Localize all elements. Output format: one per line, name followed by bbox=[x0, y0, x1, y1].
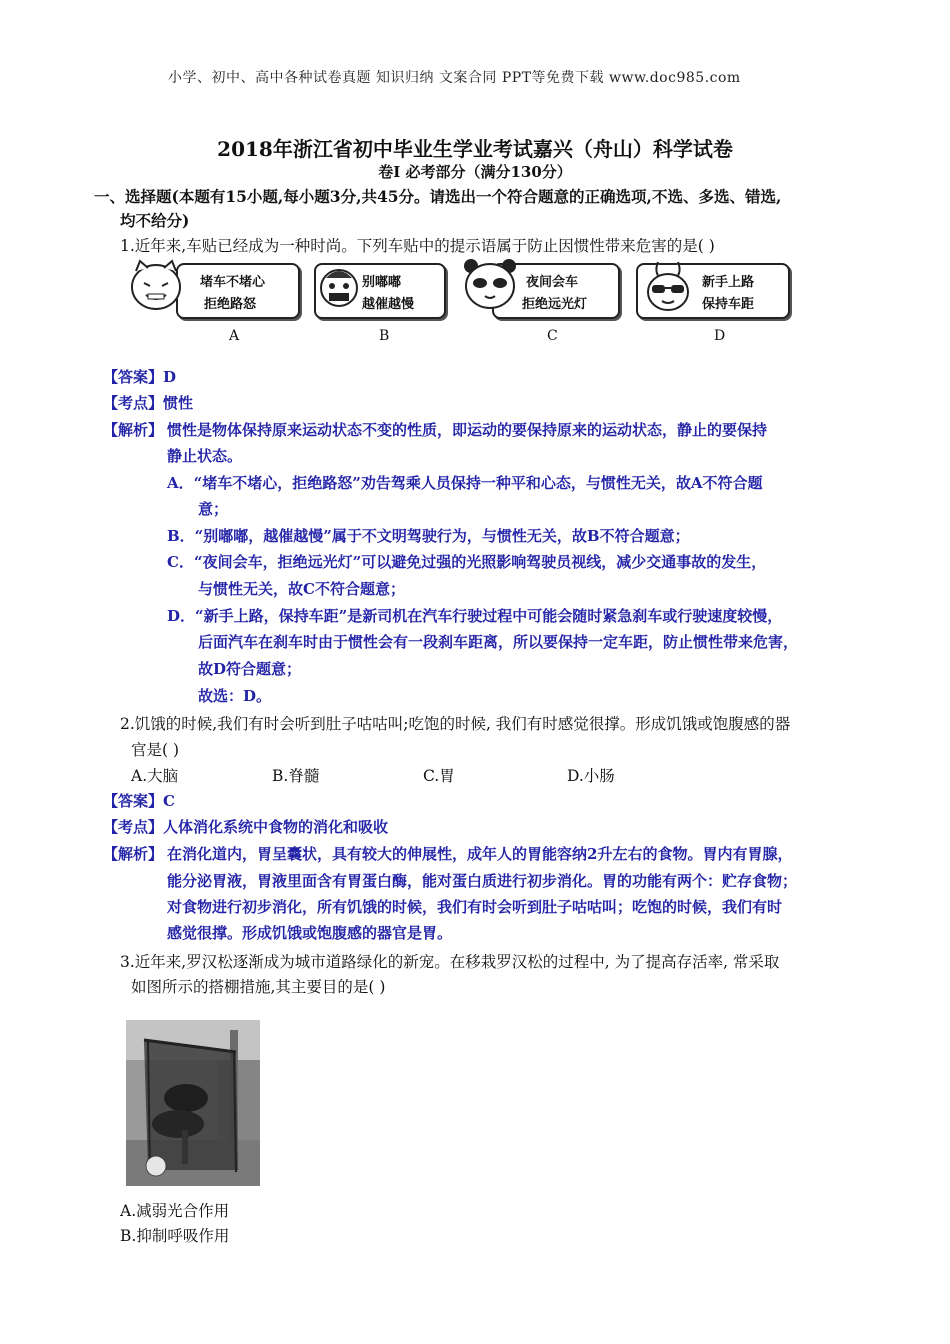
q2-analysis-line: 能分泌胃液，胃液里面含有胃蛋白酶，能对蛋白质进行初步消化。胃的功能有两个：贮存食物； bbox=[167, 872, 798, 890]
sticker-d-label: D bbox=[714, 328, 726, 344]
sticker-a-line2: 拒绝路怒 bbox=[204, 297, 257, 312]
q2-analysis-line: 对食物进行初步消化，所有饥饿的时候，我们有时会听到肚子咕咕叫；吃饱的时候，我们有时 bbox=[167, 898, 783, 916]
q3-option-a: A.减弱光合作用 bbox=[120, 1202, 230, 1220]
q1-analysis-line: C．“夜间会车，拒绝远光灯”可以避免过强的光照影响驾驶员视线，减少交通事故的发生， bbox=[167, 553, 767, 571]
sticker-b-line1: 别嘟嘟 bbox=[362, 275, 402, 290]
sticker-a-label: A bbox=[229, 328, 240, 344]
answer-tag: 【答案】 bbox=[103, 792, 164, 810]
q3-stem-line2: 如图所示的搭棚措施,其主要目的是( ) bbox=[131, 978, 386, 996]
cat-cartoon-icon bbox=[126, 257, 188, 319]
q1-point: 惯性 bbox=[163, 394, 194, 412]
q1-analysis-line: 与惯性无关，故C不符合题意； bbox=[198, 580, 405, 598]
point-tag: 【考点】 bbox=[103, 818, 164, 836]
sticker-d-line1: 新手上路 bbox=[702, 275, 755, 290]
q3-option-b: B.抑制呼吸作用 bbox=[120, 1227, 230, 1245]
q2-stem-line1: 2.饥饿的时候,我们有时会听到肚子咕咕叫;吃饱的时候, 我们有时感觉很撑。形成饥饿或饱腹感的器 bbox=[120, 715, 791, 733]
q1-answer-row bbox=[103, 366, 176, 387]
rabbit-sunglasses-icon bbox=[640, 258, 698, 318]
sticker-c-line2: 拒绝远光灯 bbox=[522, 297, 588, 312]
q1-analysis-line: 故D符合题意； bbox=[198, 660, 302, 678]
q2-analysis-line: 在消化道内，胃呈囊状，具有较大的伸展性，成年人的胃能容纳2升左右的食物。胃内有胃腺， bbox=[167, 845, 793, 863]
page-header: 小学、初中、高中各种试卷真题 知识归纳 文案合同 PPT等免费下载 www.doc985.com bbox=[168, 70, 741, 86]
q2-stem-line2: 官是( ) bbox=[131, 741, 180, 759]
panda-icon bbox=[461, 256, 519, 320]
section-heading-line2: 均不给分) bbox=[120, 211, 190, 230]
exam-title: 2018年浙江省初中毕业生学业考试嘉兴（舟山）科学试卷 bbox=[217, 137, 733, 161]
sticker-b-line2: 越催越慢 bbox=[362, 297, 415, 312]
q2-answer: C bbox=[163, 792, 175, 810]
q1-analysis-line: 静止状态。 bbox=[167, 447, 243, 465]
q2-option-d: D.小肠 bbox=[567, 767, 615, 785]
q2-analysis-line: 感觉很撑。形成饥饿或饱腹感的器官是胃。 bbox=[167, 924, 453, 942]
q1-analysis-line: 意； bbox=[198, 500, 229, 518]
angry-face-icon bbox=[318, 266, 360, 312]
q1-analysis-line: D．“新手上路，保持车距”是新司机在汽车行驶过程中可能会随时紧急刹车或行驶速度较慢， bbox=[167, 607, 783, 625]
q1-analysis-line: A．“堵车不堵心，拒绝路怒”劝告驾乘人员保持一种平和心态，与惯性无关，故A不符合题 bbox=[167, 474, 763, 492]
q2-option-b: B.脊髓 bbox=[272, 767, 320, 785]
sticker-a bbox=[176, 263, 300, 319]
sticker-c-label: C bbox=[547, 328, 558, 344]
q1-stem: 1.近年来,车贴已经成为一种时尚。下列车贴中的提示语属于防止因惯性带来危害的是( ) bbox=[120, 237, 715, 255]
answer-tag: 【答案】 bbox=[103, 368, 164, 386]
analysis-tag: 【解析】 bbox=[103, 845, 164, 863]
shade-shelter-photo bbox=[126, 1020, 260, 1186]
exam-subtitle: 卷Ⅰ 必考部分（满分130分） bbox=[378, 163, 572, 181]
sticker-c-line1: 夜间会车 bbox=[526, 275, 579, 290]
q2-option-c: C.胃 bbox=[423, 767, 455, 785]
analysis-tag: 【解析】 bbox=[103, 421, 164, 439]
q2-point-row bbox=[103, 816, 388, 837]
q1-analysis-line: 惯性是物体保持原来运动状态不变的性质，即运动的要保持原来的运动状态，静止的要保持 bbox=[167, 421, 768, 439]
sticker-a-line1: 堵车不堵心 bbox=[200, 275, 266, 290]
section-heading-line1: 一、选择题(本题有15小题,每小题3分,共45分。请选出一个符合题意的正确选项,不选、多选、错选, bbox=[94, 187, 782, 206]
q1-analysis-line: 故选：D。 bbox=[198, 687, 272, 705]
q3-stem-line1: 3.近年来,罗汉松逐渐成为城市道路绿化的新宠。在移栽罗汉松的过程中, 为了提高存活率, 常采取 bbox=[120, 953, 780, 971]
q2-point: 人体消化系统中食物的消化和吸收 bbox=[163, 818, 389, 836]
q2-option-a: A.大脑 bbox=[131, 767, 179, 785]
q2-answer-row bbox=[103, 790, 175, 811]
q1-answer: D bbox=[163, 368, 177, 386]
q1-analysis-line: B．“别嘟嘟，越催越慢”属于不文明驾驶行为，与惯性无关，故B不符合题意； bbox=[167, 527, 690, 545]
sticker-b-label: B bbox=[379, 328, 390, 344]
point-tag: 【考点】 bbox=[103, 394, 164, 412]
q1-point-row bbox=[103, 392, 193, 413]
sticker-d-line2: 保持车距 bbox=[702, 297, 755, 312]
q1-analysis-line: 后面汽车在刹车时由于惯性会有一段刹车距离，所以要保持一定车距，防止惯性带来危害， bbox=[198, 633, 799, 651]
